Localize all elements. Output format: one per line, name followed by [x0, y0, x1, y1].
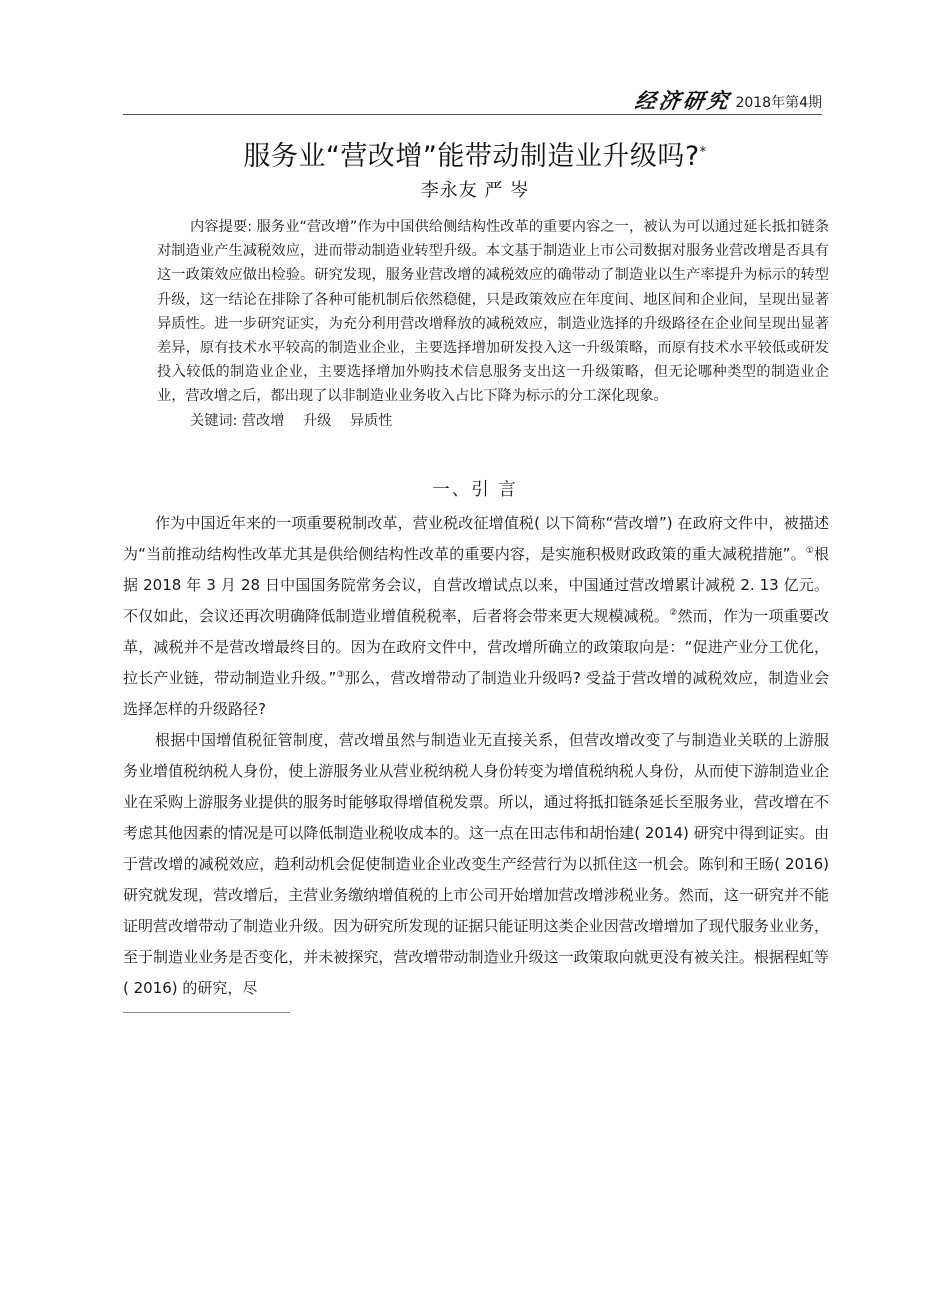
abstract	[157, 215, 829, 409]
footnote-rule	[123, 1012, 290, 1013]
keyword: 营改增	[241, 412, 285, 429]
body-text-segment: 作为中国近年来的一项重要税制改革，营业税改征增值税( 以下简称“营改增”) 在政府文件中，被描述为“当前推动结构性改革尤其是供给侧结构性改革的重要内容，是实施积极财政政策的重大减税措施”。	[123, 513, 829, 563]
footnote-ref-2[interactable]: ②	[669, 607, 678, 618]
keywords	[190, 409, 829, 433]
header-rule	[123, 114, 822, 115]
running-header	[123, 86, 822, 114]
body-text-segment: 根据中国增值税征管制度，营改增虽然与制造业无直接关系，但营改增改变了与制造业关联的上游服务业增值税纳税人身份，使上游服务业从营业税纳税人身份转变为增值税纳税人身份，从而使下游制造业企业在采购上游服务业提供的服务时能够取得增值税发票。所以，通过将抵扣链条延长至服务业，营改增在不考虑其他因素的情况是可以降低制造业税收成本的。这一点在田志伟和胡怡建( 2014) 研究中得到证实。由于营改增的减税效应，趋利动机会促使制造业企业改变生产经营行为以抓住这一机会。陈钊和王旸( 2016) 研究就发现，营改增后，主营业务缴纳增值税的上市公司开始增加营改增涉税业务。然而，这一研究并不能证明营改增带动了制造业升级。因为研究所发现的证据只能证明这类企业因营改增增加了现代服务业业务，至于制造业业务是否变化，并未被探究，营改增带动制造业升级这一政策取向就更没有被关注。根据程虹等( 2016) 的研究，尽	[123, 730, 829, 997]
keyword: 异质性	[349, 412, 393, 429]
footnote-ref-3[interactable]: ③	[336, 669, 345, 680]
body-text-segment: 根据 2018 年 3 月 28 日中国国务院常务会议，自营改增试点以来，中国通过营改增累计减税 2. 13 亿元。不仅如此，会议还再次明确降低制造业增值税税率，后者将会带来更大规模减税。	[123, 544, 829, 625]
abstract-label: 内容提要:	[190, 219, 252, 235]
section-heading-introduction: 一、引 言	[432, 479, 518, 500]
journal-logo: 经济研究	[633, 88, 734, 113]
article-body-flow	[0, 137, 950, 1013]
body-text-segment: 那么，营改增带动了制造业升级吗? 受益于营改增的减税效应，制造业会选择怎样的升级路径?	[123, 668, 830, 718]
article-title	[0, 137, 950, 177]
abstract-text: 服务业“营改增”作为中国供给侧结构性改革的重要内容之一，被认为可以通过延长抵扣链条对制造业产生减税效应，进而带动制造业转型升级。本文基于制造业上市公司数据对服务业营改增是否具有这一政策效应做出检验。研究发现，服务业营改增的减税效应的确带动了制造业以生产率提升为标示的转型升级，这一结论在排除了各种可能机制后依然稳健，只是政策效应在年度间、地区间和企业间，呈现出显著异质性。进一步研究证实，为充分利用营改增释放的减税效应，制造业选择的升级路径在企业间呈现出显著差异，原有技术水平较高的制造业企业，主要选择增加研发投入这一升级策略，而原有技术水平较低或研发投入较低的制造业企业，主要选择增加外购技术信息服务支出这一升级策略，但无论哪种类型的制造业企业，营改增之后，都出现了以非制造业业务收入占比下降为标示的分工深化现象。	[157, 219, 830, 405]
footnote-ref-1[interactable]: ①	[805, 545, 814, 556]
keyword: 升级	[302, 412, 332, 429]
body-text-segment: 然而，作为一项重要改革，减税并不是营改增最终目的。因为在政府文件中，营改增所确立的政策取向是：“促进产业分工优化，拉长产业链，带动制造业升级。”	[123, 606, 829, 687]
issue-label: 2018年第4期	[735, 95, 822, 111]
article-title-text: 服务业“营改增”能带动制造业升级吗?	[243, 141, 700, 172]
article-authors: 李永友 严 岑	[420, 180, 530, 201]
title-note-mark[interactable]: *	[699, 145, 707, 160]
keywords-label: 关键词:	[190, 412, 238, 429]
body-paragraph-2	[123, 725, 829, 1004]
body-paragraph-1	[123, 508, 829, 725]
